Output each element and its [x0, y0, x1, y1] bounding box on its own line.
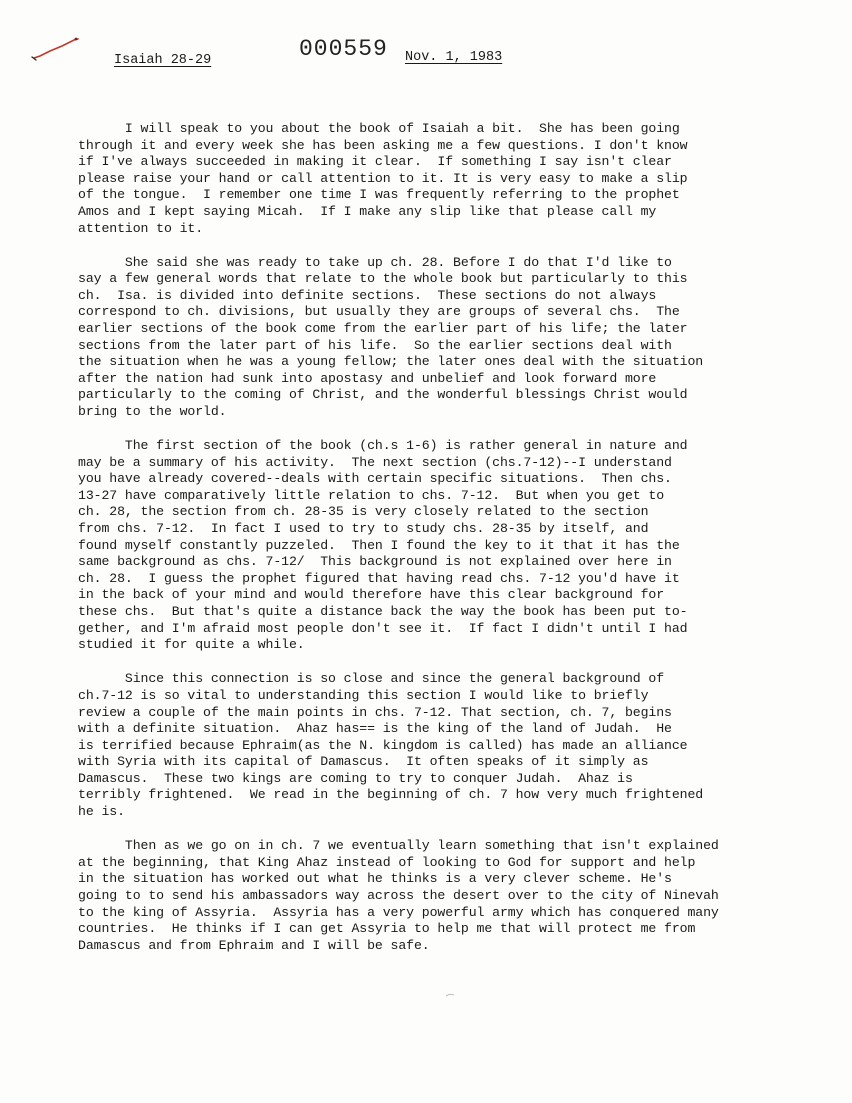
text-line: with Syria with its capital of Damascus. It often speaks of it simply as	[78, 754, 649, 770]
paragraph	[78, 438, 778, 654]
text-line: in the back of your mind and would therefore have this clear background for	[78, 587, 665, 603]
text-line: going to to send his ambassadors way across the desert over to the city of Ninevah	[78, 887, 719, 903]
document-number: 000559	[299, 36, 388, 62]
text-line: Amos and I kept saying Micah. If I make any slip like that please call my	[78, 203, 657, 219]
text-line: say a few general words that relate to the whole book but particularly to this	[78, 271, 688, 287]
text-line: to the king of Assyria. Assyria has a very powerful army which has conquered many	[78, 904, 719, 920]
text-line: through it and every week she has been asking me a few questions. I don't know	[78, 137, 688, 153]
text-line: is terrified because Ephraim(as the N. kingdom is called) has made an alliance	[78, 737, 688, 753]
text-line: after the nation had sunk into apostasy and unbelief and look forward more	[78, 370, 657, 386]
text-line: you have already covered--deals with certain specific situations. Then chs.	[78, 471, 672, 487]
text-line: Then as we go on in ch. 7 we eventually learn something that isn't explained	[78, 838, 719, 854]
text-line: at the beginning, that King Ahaz instead of looking to God for support and help	[78, 854, 696, 870]
text-line: I will speak to you about the book of Isaiah a bit. She has been going	[78, 121, 680, 136]
text-line: ch.7-12 is so vital to understanding this section I would like to briefly	[78, 687, 649, 703]
text-line: attention to it.	[78, 220, 204, 236]
document-body	[78, 121, 778, 972]
text-line: if I've always succeeded in making it clear. If something I say isn't clear	[78, 154, 672, 170]
text-line: correspond to ch. divisions, but usually they are groups of several chs. The	[78, 304, 680, 320]
text-line: countries. He thinks if I can get Assyria to help me that will protect me from	[78, 921, 696, 937]
text-line: of the tongue. I remember one time I was frequently referring to the prophet	[78, 187, 680, 203]
text-line: these chs. But that's quite a distance back the way the book has been put to-	[78, 604, 688, 620]
text-line: She said she was ready to take up ch. 28. Before I do that I'd like to	[78, 254, 672, 270]
text-line: ch. Isa. is divided into definite sections. These sections do not always	[78, 287, 657, 303]
text-line: same background as chs. 7-12/ This background is not explained over here in	[78, 554, 672, 570]
text-line: review a couple of the main points in chs. 7-12. That section, ch. 7, begins	[78, 704, 672, 720]
text-line: Since this connection is so close and since the general background of	[78, 671, 665, 687]
text-line: bring to the world.	[78, 404, 227, 419]
paragraph	[78, 255, 778, 421]
paragraph	[78, 671, 778, 820]
text-line: Damascus. These two kings are coming to try to conquer Judah. Ahaz is	[78, 770, 633, 786]
text-line: sections from the later part of his life. So the earlier sections deal with	[78, 337, 672, 353]
text-line: terribly frightened. We read in the beginning of ch. 7 how very much frightened	[78, 787, 704, 803]
document-title: Isaiah 28-29	[114, 53, 212, 68]
text-line: in the situation has worked out what he thinks is a very clever scheme. He's	[78, 871, 672, 887]
text-line: the situation when he was a young fellow; the later ones deal with the situation	[78, 354, 704, 370]
text-line: 13-27 have comparatively little relation to chs. 7-12. But when you get to	[78, 487, 665, 503]
text-line: ch. 28. I guess the prophet figured that having read chs. 7-12 you'd have it	[78, 570, 680, 586]
text-line: gether, and I'm afraid most people don't see it. If fact I didn't until I had	[78, 620, 688, 636]
paragraph	[78, 121, 778, 237]
text-line: studied it for quite a while.	[78, 637, 305, 653]
text-line: The first section of the book (ch.s 1-6) is rather general in nature and	[78, 438, 688, 454]
text-line: ch. 28, the section from ch. 28-35 is very closely related to the section	[78, 504, 649, 520]
text-line: please raise your hand or call attention to it. It is very easy to make a slip	[78, 170, 688, 186]
text-line: may be a summary of his activity. The next section (chs.7-12)--I understand	[78, 454, 672, 470]
document-date: Nov. 1, 1983	[405, 50, 503, 65]
paper-speck-icon	[446, 993, 454, 997]
text-line: from chs. 7-12. In fact I used to try to study chs. 28-35 by itself, and	[78, 521, 649, 537]
paragraph	[78, 838, 778, 954]
text-line: Damascus and from Ephraim and I will be safe.	[78, 937, 430, 953]
text-line: particularly to the coming of Christ, and the wonderful blessings Christ would	[78, 387, 688, 403]
pencil-mark-icon	[30, 34, 82, 64]
text-line: with a definite situation. Ahaz has== is the king of the land of Judah. He	[78, 721, 672, 737]
text-line: found myself constantly puzzeled. Then I found the key to it that it has the	[78, 537, 680, 553]
text-line: earlier sections of the book come from the earlier part of his life; the later	[78, 321, 688, 337]
text-line: he is.	[78, 804, 125, 820]
